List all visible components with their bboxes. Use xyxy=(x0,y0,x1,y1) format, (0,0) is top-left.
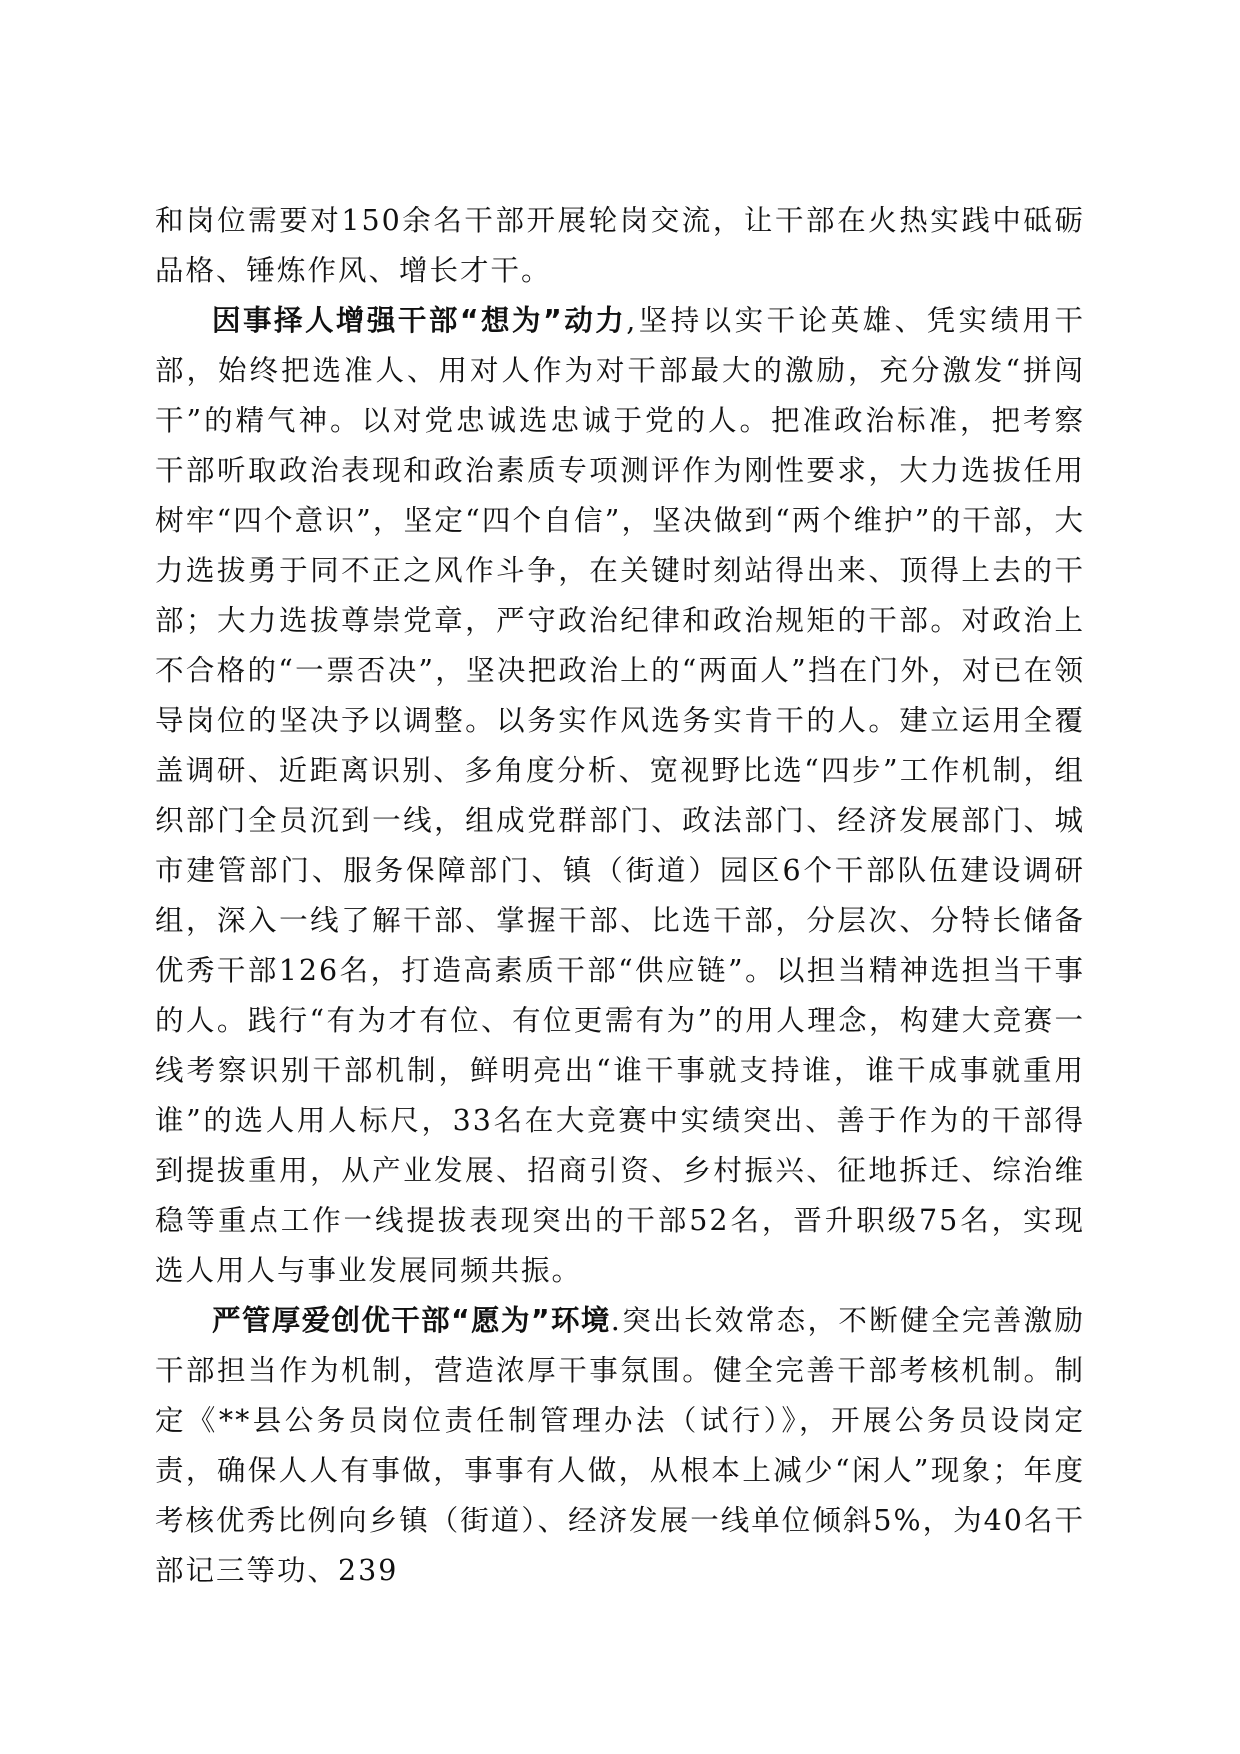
section-heading: 因事择人增强干部“想为”动力 xyxy=(212,304,627,337)
paragraph-text: .突出长效常态，不断健全完善激励干部担当作为机制，营造浓厚干事氛围。健全完善干部考核机制。制定《**县公务员岗位责任制管理办法（试行）》，开展公务员设岗定责，确保人人有事做，事事有人做，从根本上减少“闲人”现象；年度考核优秀比例向乡镇（街道）、经济发展一线单位倾斜5%，为40名干部记三等功、239 xyxy=(155,1304,1085,1587)
paragraph-text: ,坚持以实干论英雄、凭实绩用干部，始终把选准人、用对人作为对干部最大的激励，充分激发“拼闯干”的精气神。以对党忠诚选忠诚于党的人。把准政治标准，把考察干部听取政治表现和政治素质专项测评作为刚性要求，大力选拔任用树牢“四个意识”，坚定“四个自信”，坚决做到“两个维护”的干部，大力选拔勇于同不正之风作斗争，在关键时刻站得出来、顶得上去的干部；大力选拔尊崇党章，严守政治纪律和政治规矩的干部。对政治上不合格的“一票否决”，坚决把政治上的“两面人”挡在门外，对已在领导岗位的坚决予以调整。以务实作风选务实肯干的人。建立运用全覆盖调研、近距离识别、多角度分析、宽视野比选“四步”工作机制，组织部门全员沉到一线，组成党群部门、政法部门、经济发展部门、城市建管部门、服务保障部门、镇（街道）园区6个干部队伍建设调研组，深入一线了解干部、掌握干部、比选干部，分层次、分特长储备优秀干部126名，打造高素质干部“供应链”。以担当精神选担当干事的人。践行“有为才有位、有位更需有为”的用人理念，构建大竞赛一线考察识别干部机制，鲜明亮出“谁干事就支持谁，谁干成事就重用谁”的选人用人标尺，33名在大竞赛中实绩突出、善于作为的干部得到提拔重用，从产业发展、招商引资、乡村振兴、征地拆迁、综治维稳等重点工作一线提拔表现突出的干部52名，晋升职级75名，实现选人用人与事业发展同频共振。 xyxy=(155,304,1085,1287)
paragraph-motivation xyxy=(155,296,1085,1296)
paragraph-text: 和岗位需要对150余名干部开展轮岗交流，让干部在火热实践中砥砺品格、锤炼作风、增长才干。 xyxy=(155,204,1085,287)
paragraph-continuation xyxy=(155,196,1085,296)
section-heading: 严管厚爱创优干部“愿为”环境 xyxy=(212,1304,611,1337)
paragraph-environment xyxy=(155,1296,1085,1596)
document-body xyxy=(155,196,1085,1596)
